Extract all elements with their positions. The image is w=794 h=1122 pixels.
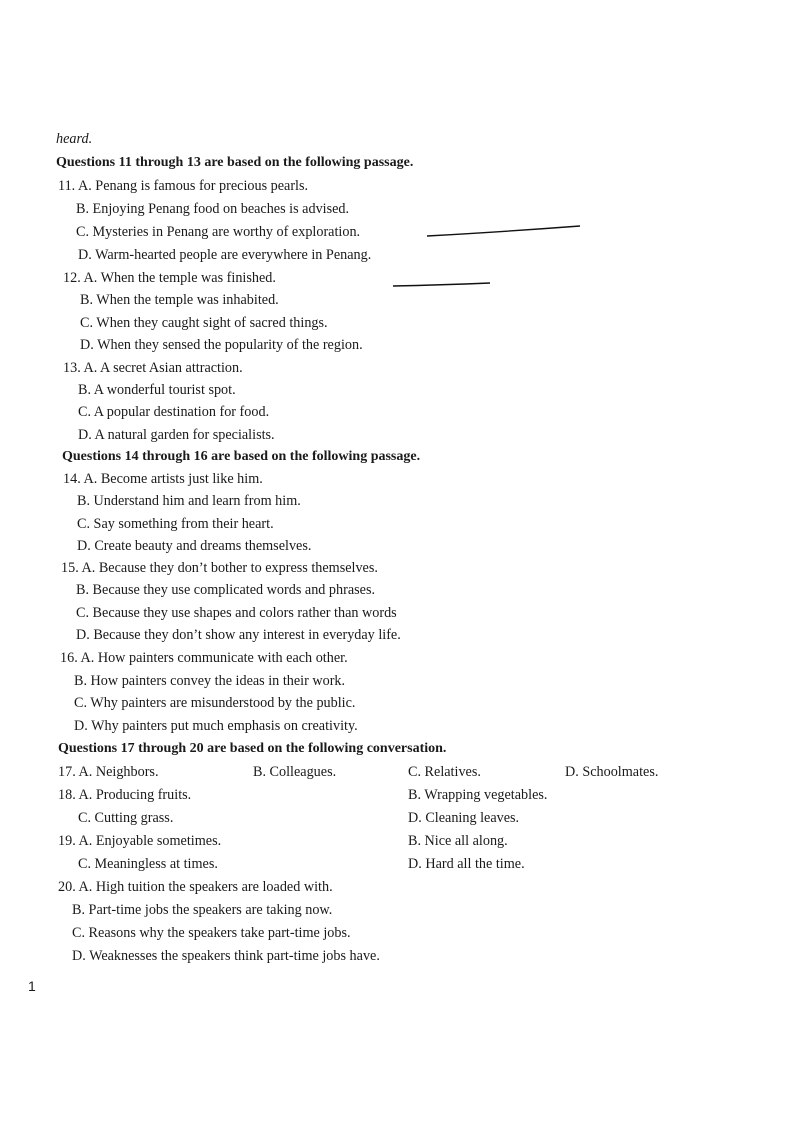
q15-option-b: B. Because they use complicated words and phrases. bbox=[76, 582, 376, 598]
pen-underline-q11 bbox=[427, 226, 580, 236]
q11-option-a: 11. A. Penang is famous for precious pearls. bbox=[58, 178, 309, 194]
q19-option-a: 19. A. Enjoyable sometimes. bbox=[58, 833, 222, 849]
q14-option-b: B. Understand him and learn from him. bbox=[77, 493, 301, 509]
q12-option-d: D. When they sensed the popularity of the region. bbox=[80, 337, 363, 353]
q17-option-a: 17. A. Neighbors. bbox=[58, 764, 159, 780]
q19-option-d: D. Hard all the time. bbox=[408, 856, 525, 872]
q18-option-c: C. Cutting grass. bbox=[78, 810, 174, 826]
q12-option-a: 12. A. When the temple was finished. bbox=[63, 270, 276, 286]
q15-option-a: 15. A. Because they don’t bother to express themselves. bbox=[61, 560, 378, 576]
q12-option-b: B. When the temple was inhabited. bbox=[80, 292, 279, 308]
q15-option-c: C. Because they use shapes and colors rather than words bbox=[76, 605, 397, 621]
q11-option-c: C. Mysteries in Penang are worthy of exploration. bbox=[76, 224, 361, 240]
section-header-17-20: Questions 17 through 20 are based on the following conversation. bbox=[58, 741, 447, 756]
q19-option-c: C. Meaningless at times. bbox=[78, 856, 218, 872]
section-header-11-13: Questions 11 through 13 are based on the following passage. bbox=[56, 155, 414, 170]
q14-option-a: 14. A. Become artists just like him. bbox=[63, 471, 263, 487]
q15-option-d: D. Because they don’t show any interest in everyday life. bbox=[76, 627, 401, 643]
q17-option-b: B. Colleagues. bbox=[253, 764, 337, 780]
q18-option-d: D. Cleaning leaves. bbox=[408, 810, 520, 826]
q14-option-c: C. Say something from their heart. bbox=[77, 516, 274, 532]
page-number: 1 bbox=[28, 978, 36, 994]
q16-option-d: D. Why painters put much emphasis on creativity. bbox=[74, 718, 358, 734]
q20-option-b: B. Part-time jobs the speakers are taking now. bbox=[72, 902, 333, 918]
q13-option-b: B. A wonderful tourist spot. bbox=[78, 382, 236, 398]
pen-underline-q12 bbox=[393, 283, 490, 286]
q17-option-d: D. Schoolmates. bbox=[565, 764, 659, 780]
section-header-14-16: Questions 14 through 16 are based on the following passage. bbox=[62, 449, 421, 464]
q20-option-d: D. Weaknesses the speakers think part-time jobs have. bbox=[72, 948, 380, 964]
q16-option-b: B. How painters convey the ideas in their work. bbox=[74, 673, 346, 689]
q16-option-a: 16. A. How painters communicate with each other. bbox=[60, 650, 348, 666]
q11-option-b: B. Enjoying Penang food on beaches is advised. bbox=[76, 201, 350, 217]
q20-option-c: C. Reasons why the speakers take part-time jobs. bbox=[72, 925, 351, 941]
q13-option-a: 13. A. A secret Asian attraction. bbox=[63, 360, 243, 376]
q19-option-b: B. Nice all along. bbox=[408, 833, 508, 849]
q11-option-d: D. Warm-hearted people are everywhere in Penang. bbox=[78, 247, 372, 263]
q18-option-a: 18. A. Producing fruits. bbox=[58, 787, 192, 803]
q20-option-a: 20. A. High tuition the speakers are loaded with. bbox=[58, 879, 333, 895]
q14-option-d: D. Create beauty and dreams themselves. bbox=[77, 538, 312, 554]
q13-option-d: D. A natural garden for specialists. bbox=[78, 427, 275, 443]
q16-option-c: C. Why painters are misunderstood by the public. bbox=[74, 695, 356, 711]
top-fragment: heard. bbox=[56, 131, 93, 147]
q17-option-c: C. Relatives. bbox=[408, 764, 481, 780]
q18-option-b: B. Wrapping vegetables. bbox=[408, 787, 548, 803]
q13-option-c: C. A popular destination for food. bbox=[78, 404, 270, 420]
q12-option-c: C. When they caught sight of sacred things. bbox=[80, 315, 328, 331]
